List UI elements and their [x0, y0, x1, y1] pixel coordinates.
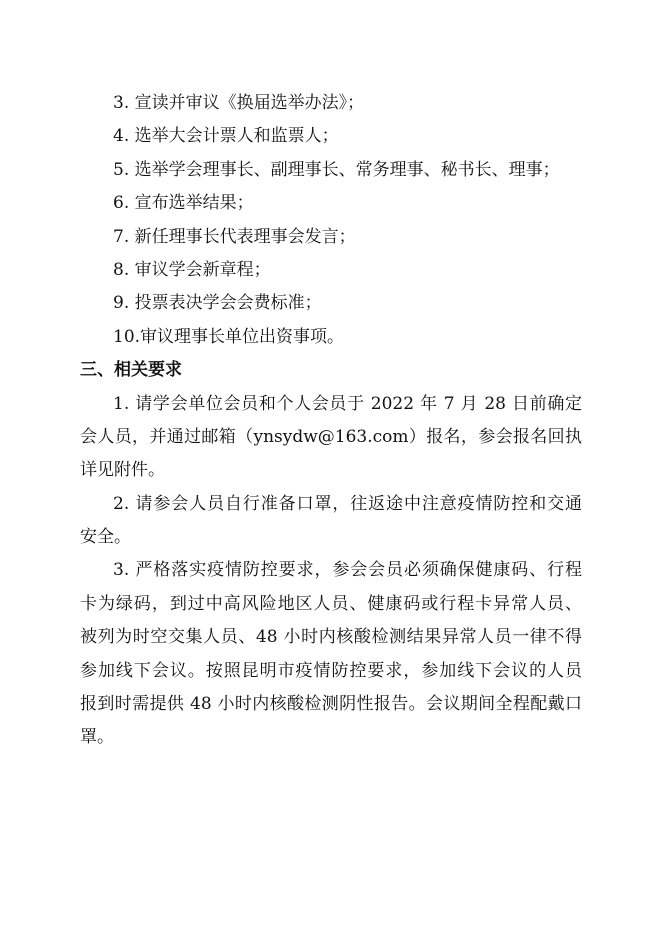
paragraph-line: 罩。 [80, 727, 114, 748]
paragraph-line: 2. 请参会人员自行准备口罩，往返途中注意疫情防控和交通 [113, 493, 582, 514]
requirement-2 [80, 488, 582, 555]
paragraph-line: 会人员，并通过邮箱（ynsydw@163.com）报名，参会报名回执 [80, 426, 582, 447]
paragraph-line: 详见附件。 [80, 460, 165, 481]
agenda-item: 9. 投票表决学会会费标准； [113, 293, 322, 314]
section-heading: 三、相关要求 [80, 360, 182, 381]
document-page [80, 87, 582, 755]
requirement-1 [80, 388, 582, 488]
paragraph-line: 安全。 [80, 527, 131, 548]
agenda-item: 5. 选举学会理事长、副理事长、常务理事、秘书长、理事； [113, 159, 560, 180]
agenda-item: 4. 选举大会计票人和监票人； [113, 126, 339, 147]
paragraph-line: 报到时需提供 48 小时内核酸检测阴性报告。会议期间全程配戴口 [80, 694, 582, 715]
agenda-item: 8. 审议学会新章程； [113, 259, 271, 280]
paragraph-line: 1. 请学会单位会员和个人会员于 2022 年 7 月 28 日前确定 [113, 393, 582, 414]
agenda-item: 7. 新任理事长代表理事会发言； [113, 226, 356, 247]
paragraph-line: 3. 严格落实疫情防控要求，参会会员必须确保健康码、行程 [113, 560, 582, 581]
agenda-item: 10.审议理事长单位出资事项。 [113, 326, 345, 347]
paragraph-line: 参加线下会议。按照昆明市疫情防控要求，参加线下会议的人员 [80, 660, 582, 681]
agenda-item: 3. 宣读并审议《换届选举办法》； [113, 93, 365, 113]
agenda-list [80, 87, 582, 354]
requirement-3 [80, 554, 582, 754]
paragraph-line: 卡为绿码，到过中高风险地区人员、健康码或行程卡异常人员、 [80, 593, 582, 614]
agenda-item: 6. 宣布选举结果； [113, 193, 254, 214]
paragraph-line: 被列为时空交集人员、48 小时内核酸检测结果异常人员一律不得 [80, 627, 582, 648]
